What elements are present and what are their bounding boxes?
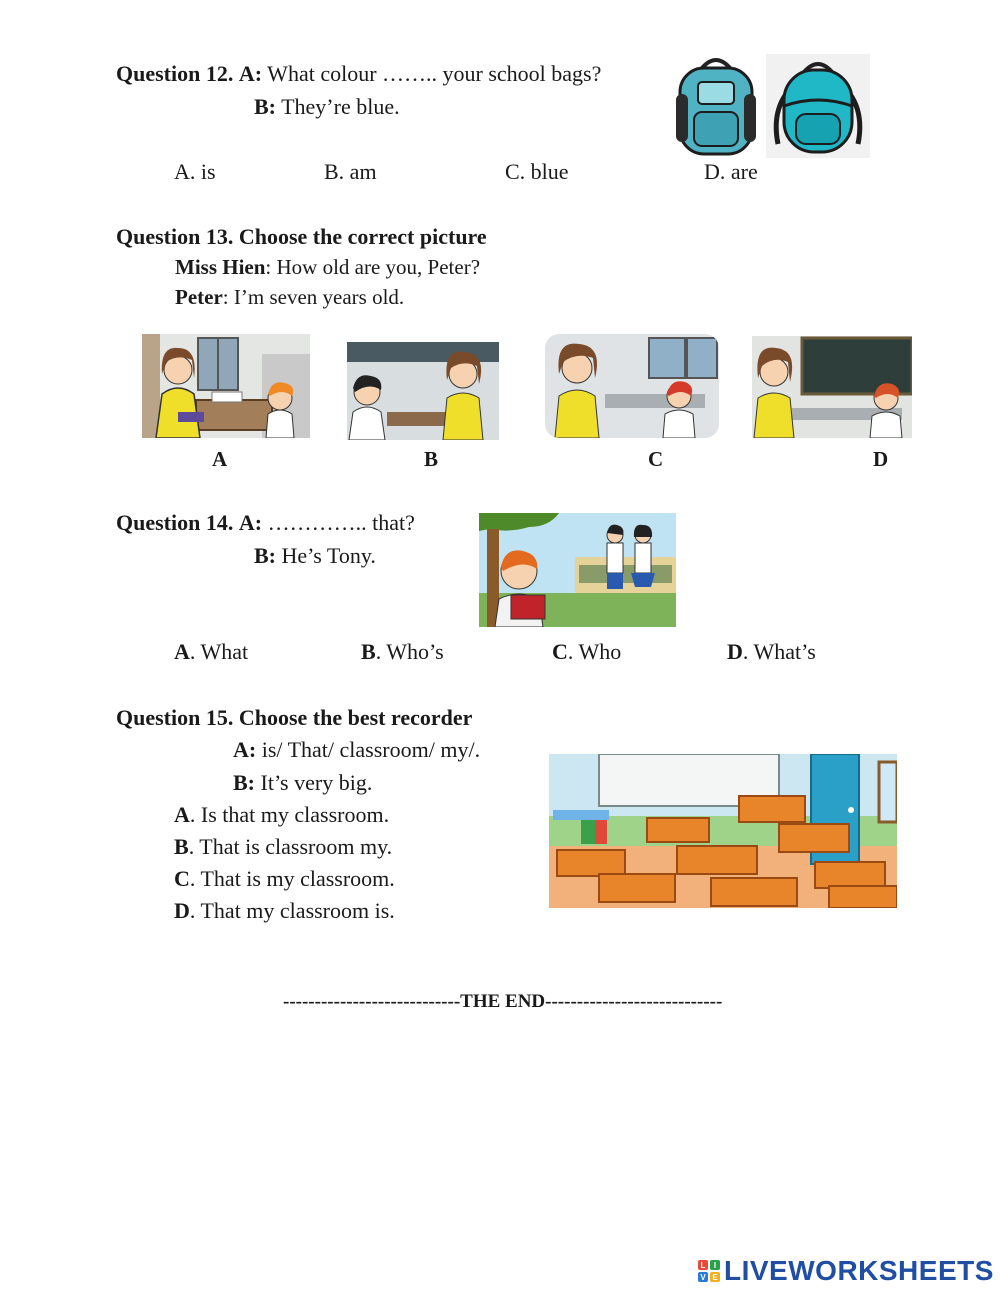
q12-option-d[interactable]: D. are xyxy=(704,159,758,184)
q15-option-a-letter: A xyxy=(174,802,190,827)
q15-line-a xyxy=(233,737,480,763)
q15-a-text: is/ That/ classroom/ my/. xyxy=(256,737,481,762)
logo-text: LIVEWORKSHEETS xyxy=(724,1255,994,1286)
q14-option-a-text: . What xyxy=(189,639,249,664)
q12-option-c[interactable]: C. blue xyxy=(505,159,569,184)
q15-option-c-letter: C xyxy=(174,866,190,891)
q14-b-text: He’s Tony. xyxy=(276,543,376,568)
q13-speaker-1: Miss Hien xyxy=(175,255,266,279)
backpack-image-1 xyxy=(672,54,760,158)
q13-speaker-2: Peter xyxy=(175,285,223,309)
q15-option-a[interactable] xyxy=(174,802,389,828)
q14-a-label: A: xyxy=(238,510,263,535)
q14-picture xyxy=(479,513,676,627)
q15-option-d[interactable] xyxy=(174,898,395,924)
q12-b-label: B: xyxy=(254,94,276,119)
q14-option-a[interactable] xyxy=(174,639,248,665)
q14-option-c[interactable] xyxy=(552,639,621,665)
q12-option-a[interactable]: A. is xyxy=(174,159,216,184)
q15-option-b-letter: B xyxy=(174,834,189,859)
q14-a-text: ………….. that? xyxy=(262,510,415,535)
q13-picture-d[interactable] xyxy=(752,336,912,438)
q12-option-b[interactable]: B. am xyxy=(324,159,377,184)
q15-option-b[interactable] xyxy=(174,834,392,860)
q15-option-c-text: . That is my classroom. xyxy=(189,866,395,891)
q12-number: Question 12. xyxy=(116,61,234,86)
q12-line-b xyxy=(254,94,400,120)
q15-line-b xyxy=(233,770,372,796)
q15-option-a-text: . Is that my classroom. xyxy=(189,802,390,827)
liveworksheets-logo xyxy=(698,1256,994,1286)
logo-blocks-icon: L I V E xyxy=(698,1260,720,1282)
q13-dialog-line-1 xyxy=(175,255,480,280)
q13-label-d: D xyxy=(873,447,889,471)
q13-label-a: A xyxy=(212,447,228,471)
q14-line-a xyxy=(116,510,415,536)
q13-picture-a[interactable] xyxy=(142,334,310,438)
q14-b-label: B: xyxy=(254,543,276,568)
q13-dialog-line-2 xyxy=(175,285,404,310)
q12-b-text: They’re blue. xyxy=(276,94,400,119)
q14-number: Question 14. xyxy=(116,510,234,535)
q15-option-d-letter: D xyxy=(174,898,190,923)
q14-option-b-text: . Who’s xyxy=(375,639,444,664)
q13-picture-b[interactable] xyxy=(347,342,499,440)
q12-a-text: What colour …….. your school bags? xyxy=(262,61,602,86)
q12-line-a xyxy=(116,61,601,87)
backpack-image-2 xyxy=(766,54,870,158)
q13-picture-c[interactable] xyxy=(545,334,719,438)
q15-b-label: B: xyxy=(233,770,255,795)
q13-label-c: C xyxy=(648,447,664,471)
q13-heading: Question 13. Choose the correct picture xyxy=(116,224,487,249)
q13-text-1: : How old are you, Peter? xyxy=(265,255,481,279)
q15-option-c[interactable] xyxy=(174,866,395,892)
q12-a-label: A: xyxy=(238,61,263,86)
end-marker: ----------------------------THE END---------------------------- xyxy=(283,991,723,1012)
q15-classroom-picture xyxy=(549,754,897,908)
q14-line-b xyxy=(254,543,376,569)
q14-option-b-letter: B xyxy=(361,639,376,664)
q15-heading: Question 15. Choose the best recorder xyxy=(116,705,473,730)
q15-option-d-text: . That my classroom is. xyxy=(189,898,395,923)
q13-label-b: B xyxy=(424,447,439,471)
q15-a-label: A: xyxy=(233,737,257,762)
q14-option-d[interactable] xyxy=(727,639,816,665)
q14-option-c-text: . Who xyxy=(567,639,622,664)
q14-option-b[interactable] xyxy=(361,639,444,665)
q13-text-2: : I’m seven years old. xyxy=(222,285,405,309)
q15-option-b-text: . That is classroom my. xyxy=(188,834,393,859)
q14-option-d-letter: D xyxy=(727,639,743,664)
q14-option-d-text: . What’s xyxy=(742,639,816,664)
q15-b-text: It’s very big. xyxy=(255,770,373,795)
q14-option-c-letter: C xyxy=(552,639,568,664)
q14-option-a-letter: A xyxy=(174,639,190,664)
